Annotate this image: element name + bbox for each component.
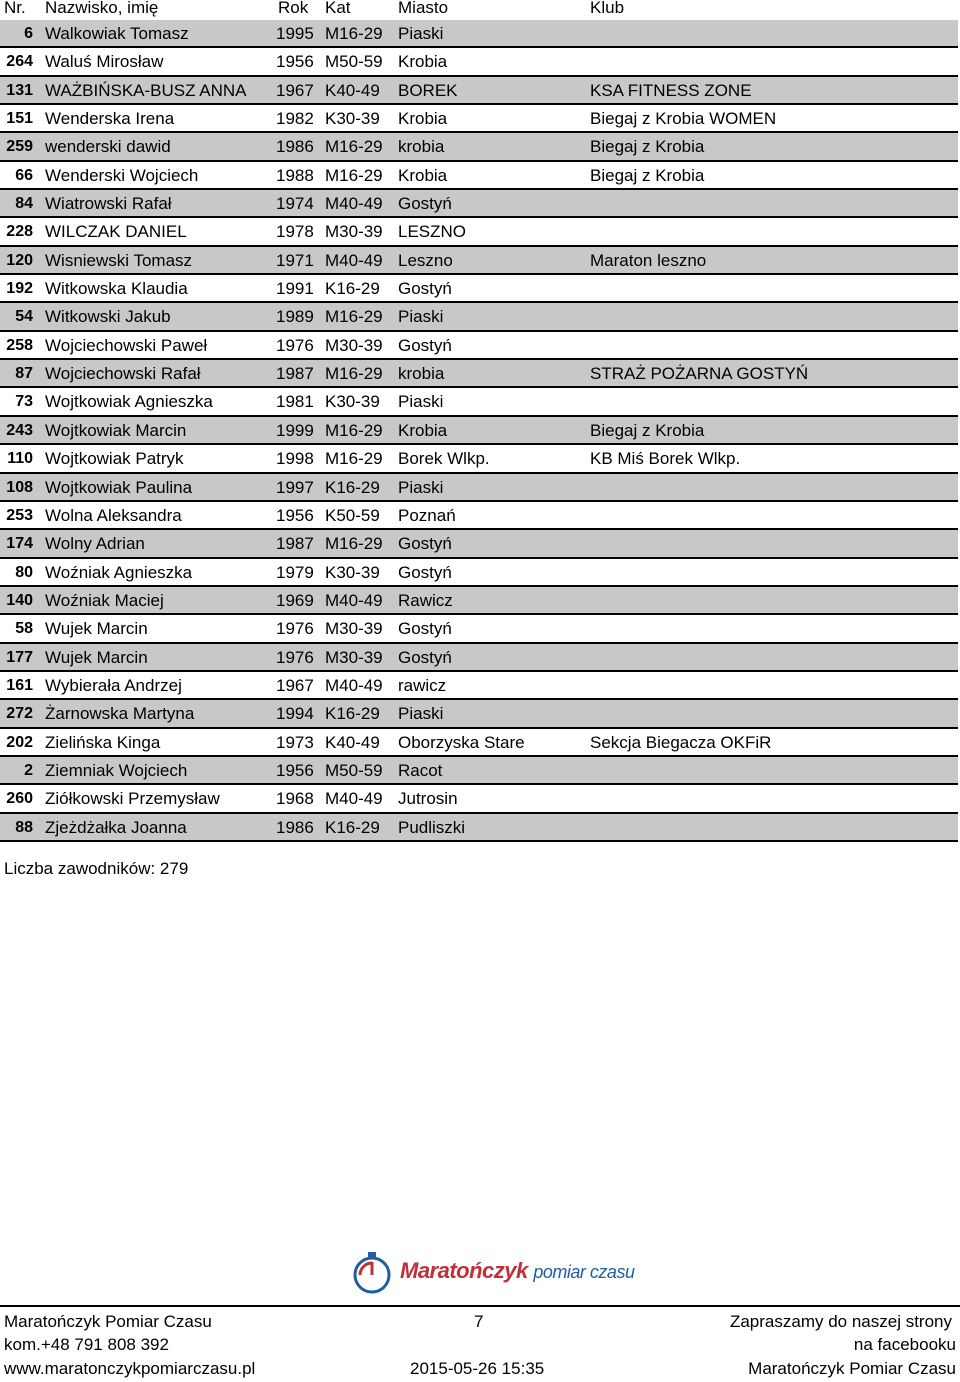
cell-rok: 1976 xyxy=(276,619,314,639)
cell-nr: 161 xyxy=(6,676,33,694)
cell-nr: 192 xyxy=(6,280,33,298)
cell-miasto: Piaski xyxy=(398,392,444,412)
cell-rok: 1982 xyxy=(276,109,314,129)
table-row xyxy=(0,785,958,813)
cell-kat: M30-39 xyxy=(325,647,383,667)
cell-rok: 1967 xyxy=(276,80,314,100)
cell-nr: 140 xyxy=(6,591,33,609)
cell-klub: Biegaj z Krobia xyxy=(590,420,705,440)
cell-name: Wojtkowiak Patryk xyxy=(45,449,184,469)
cell-kat: M16-29 xyxy=(325,137,383,157)
cell-rok: 1989 xyxy=(276,307,314,327)
cell-klub: KSA FITNESS ZONE xyxy=(590,80,752,100)
cell-nr: 108 xyxy=(6,478,33,496)
table-row xyxy=(0,445,958,473)
cell-name: Waluś Mirosław xyxy=(45,52,164,72)
cell-name: Wojtkowiak Paulina xyxy=(45,477,193,497)
cell-kat: K16-29 xyxy=(325,477,380,497)
table-row xyxy=(0,162,958,190)
cell-nr: 272 xyxy=(6,705,33,723)
cell-rok: 1956 xyxy=(276,52,314,72)
cell-rok: 1991 xyxy=(276,279,314,299)
cell-nr: 110 xyxy=(7,450,33,468)
cell-miasto: Gostyń xyxy=(398,279,452,299)
header-klub: Klub xyxy=(590,0,625,17)
cell-miasto: Krobia xyxy=(398,52,448,72)
cell-nr: 174 xyxy=(6,535,33,553)
cell-nr: 80 xyxy=(15,563,33,581)
cell-rok: 1969 xyxy=(276,590,314,610)
cell-nr: 6 xyxy=(24,25,33,42)
cell-name: Ziółkowski Przemysław xyxy=(45,789,220,809)
footer-phone: kom.+48 791 808 392 xyxy=(4,1335,169,1354)
cell-kat: K40-49 xyxy=(325,80,380,100)
cell-miasto: Piaski xyxy=(398,704,444,724)
cell-miasto: Piaski xyxy=(398,307,444,327)
cell-miasto: Krobia xyxy=(398,165,448,185)
cell-miasto: Gostyń xyxy=(398,534,452,554)
cell-nr: 73 xyxy=(15,393,33,411)
cell-miasto: Gostyń xyxy=(398,619,452,639)
cell-name: Wolna Aleksandra xyxy=(45,505,182,525)
footer-divider xyxy=(0,1305,960,1307)
cell-rok: 1956 xyxy=(276,760,314,780)
cell-kat: M40-49 xyxy=(325,789,383,809)
cell-name: Wisniewski Tomasz xyxy=(45,250,193,270)
cell-kat: K30-39 xyxy=(325,392,380,412)
cell-name: Wybierała Andrzej xyxy=(45,675,182,695)
table-row xyxy=(0,303,958,331)
cell-name: Witkowska Klaudia xyxy=(45,279,188,299)
cell-name: Woźniak Agnieszka xyxy=(45,562,193,582)
cell-nr: 66 xyxy=(15,166,33,184)
cell-rok: 1967 xyxy=(276,675,314,695)
cell-nr: 151 xyxy=(6,110,33,128)
cell-nr: 84 xyxy=(15,195,33,213)
cell-rok: 1988 xyxy=(276,165,314,185)
cell-miasto: krobia xyxy=(398,137,445,157)
table-row xyxy=(0,587,958,615)
table-row xyxy=(0,417,958,445)
cell-klub: Sekcja Biegacza OKFiR xyxy=(590,732,772,752)
cell-name: Wenderski Wojciech xyxy=(45,165,199,185)
cell-kat: M50-59 xyxy=(325,52,383,72)
cell-kat: K40-49 xyxy=(325,732,380,752)
table-row xyxy=(0,218,958,246)
cell-miasto: krobia xyxy=(398,364,445,384)
cell-kat: K50-59 xyxy=(325,505,380,525)
cell-miasto: BOREK xyxy=(398,80,458,100)
cell-rok: 1956 xyxy=(276,505,314,525)
cell-miasto: Poznań xyxy=(398,505,456,525)
header-miasto: Miasto xyxy=(398,0,449,17)
table-row xyxy=(0,502,958,530)
logo xyxy=(350,1250,635,1296)
cell-name: Walkowiak Tomasz xyxy=(45,24,189,43)
footer-company-right: Maratończyk Pomiar Czasu xyxy=(748,1359,956,1378)
cell-nr: 260 xyxy=(6,790,33,808)
header-name: Nazwisko, imię xyxy=(45,0,159,17)
cell-rok: 1971 xyxy=(276,250,314,270)
header-nr: Nr. xyxy=(4,0,26,17)
table-row xyxy=(0,559,958,587)
cell-rok: 1986 xyxy=(276,817,314,837)
table-row xyxy=(0,20,958,48)
cell-rok: 1976 xyxy=(276,335,314,355)
table-row xyxy=(0,275,958,303)
cell-name: Ziemniak Wojciech xyxy=(45,760,188,780)
cell-miasto: Gostyń xyxy=(398,194,452,214)
cell-rok: 1968 xyxy=(276,789,314,809)
logo-brand: Maratończyk xyxy=(400,1258,528,1283)
cell-kat: M16-29 xyxy=(325,420,383,440)
table-row xyxy=(0,77,958,105)
table-row xyxy=(0,644,958,672)
cell-miasto: Racot xyxy=(398,760,443,780)
cell-kat: M16-29 xyxy=(325,364,383,384)
footer-company: Maratończyk Pomiar Czasu xyxy=(4,1312,212,1331)
cell-rok: 1986 xyxy=(276,137,314,157)
table-row xyxy=(0,190,958,218)
cell-name: Woźniak Maciej xyxy=(45,590,164,610)
cell-rok: 1974 xyxy=(276,194,314,214)
cell-name: Wojciechowski Rafał xyxy=(45,364,201,384)
cell-nr: 228 xyxy=(6,223,33,241)
cell-nr: 264 xyxy=(6,53,33,71)
cell-kat: M16-29 xyxy=(325,24,383,43)
cell-kat: K16-29 xyxy=(325,817,380,837)
table-row xyxy=(0,247,958,275)
cell-name: WILCZAK DANIEL xyxy=(45,222,187,242)
cell-nr: 87 xyxy=(15,365,33,383)
cell-rok: 1981 xyxy=(276,392,314,412)
cell-kat: M50-59 xyxy=(325,760,383,780)
cell-rok: 1978 xyxy=(276,222,314,242)
cell-name: Wojciechowski Paweł xyxy=(45,335,208,355)
cell-nr: 2 xyxy=(24,761,33,779)
cell-kat: K30-39 xyxy=(325,109,380,129)
table-row xyxy=(0,729,958,757)
table-row xyxy=(0,615,958,643)
cell-kat: K30-39 xyxy=(325,562,380,582)
cell-miasto: Piaski xyxy=(398,24,444,43)
cell-miasto: rawicz xyxy=(398,675,447,695)
table-row xyxy=(0,530,958,558)
cell-kat: M16-29 xyxy=(325,307,383,327)
cell-rok: 1999 xyxy=(276,420,314,440)
cell-miasto: Borek Wlkp. xyxy=(398,449,490,469)
cell-miasto: Leszno xyxy=(398,250,453,270)
cell-name: Wolny Adrian xyxy=(45,534,145,554)
cell-miasto: Krobia xyxy=(398,420,448,440)
cell-nr: 177 xyxy=(6,648,33,666)
cell-nr: 88 xyxy=(15,818,33,836)
cell-miasto: Pudliszki xyxy=(398,817,466,837)
cell-kat: M40-49 xyxy=(325,675,383,695)
cell-nr: 202 xyxy=(6,733,33,751)
cell-kat: K16-29 xyxy=(325,279,380,299)
cell-kat: M40-49 xyxy=(325,590,383,610)
cell-name: Wiatrowski Rafał xyxy=(45,194,172,214)
cell-nr: 54 xyxy=(15,308,33,326)
logo-text xyxy=(400,1258,634,1284)
cell-name: Wujek Marcin xyxy=(45,619,148,639)
cell-kat: M30-39 xyxy=(325,335,383,355)
cell-rok: 1987 xyxy=(276,534,314,554)
cell-name: Wenderska Irena xyxy=(45,109,175,129)
cell-miasto: Rawicz xyxy=(398,590,453,610)
cell-kat: M30-39 xyxy=(325,222,383,242)
cell-name: Żarnowska Martyna xyxy=(45,704,195,724)
cell-nr: 243 xyxy=(6,421,33,439)
cell-kat: M16-29 xyxy=(325,534,383,554)
cell-kat: M30-39 xyxy=(325,619,383,639)
cell-name: Witkowski Jakub xyxy=(45,307,171,327)
cell-name: Wojtkowiak Agnieszka xyxy=(45,392,213,412)
cell-miasto: Jutrosin xyxy=(398,789,458,809)
cell-kat: K16-29 xyxy=(325,704,380,724)
cell-name: Wujek Marcin xyxy=(45,647,148,667)
table-row xyxy=(0,332,958,360)
cell-klub: Biegaj z Krobia WOMEN xyxy=(590,109,777,129)
cell-rok: 1979 xyxy=(276,562,314,582)
cell-rok: 1973 xyxy=(276,732,314,752)
cell-miasto: Oborzyska Stare xyxy=(398,732,525,752)
cell-rok: 1987 xyxy=(276,364,314,384)
cell-miasto: Gostyń xyxy=(398,335,452,355)
cell-name: Wojtkowiak Marcin xyxy=(45,420,187,440)
header-kat: Kat xyxy=(325,0,351,17)
cell-klub: Biegaj z Krobia xyxy=(590,165,705,185)
cell-name: WAŻBIŃSKA-BUSZ ANNA xyxy=(45,80,247,100)
cell-name: Zjeżdżałka Joanna xyxy=(45,817,187,837)
cell-miasto: LESZNO xyxy=(398,222,467,242)
cell-klub: STRAŻ POŻARNA GOSTYŃ xyxy=(590,364,809,384)
table-row xyxy=(0,672,958,700)
participant-count: Liczba zawodników: 279 xyxy=(4,859,189,878)
cell-miasto: Gostyń xyxy=(398,647,452,667)
table-row xyxy=(0,388,958,416)
footer-website: www.maratonczykpomiarczasu.pl xyxy=(4,1359,256,1378)
cell-klub: KB Miś Borek Wlkp. xyxy=(590,449,741,469)
results-table xyxy=(0,20,958,842)
cell-kat: M40-49 xyxy=(325,250,383,270)
cell-nr: 58 xyxy=(15,620,33,638)
header-rok: Rok xyxy=(278,0,309,17)
cell-klub: Maraton leszno xyxy=(590,250,707,270)
cell-kat: M16-29 xyxy=(325,165,383,185)
footer-invite: Zapraszamy do naszej strony xyxy=(729,1312,952,1331)
cell-miasto: Krobia xyxy=(398,109,448,129)
cell-name: Zielińska Kinga xyxy=(45,732,161,752)
footer-page-number: 7 xyxy=(474,1312,484,1331)
table-row xyxy=(0,360,958,388)
logo-sub: pomiar czasu xyxy=(533,1262,635,1282)
footer-facebook: na facebooku xyxy=(853,1335,956,1354)
cell-rok: 1995 xyxy=(276,24,314,43)
cell-rok: 1994 xyxy=(276,704,314,724)
table-row xyxy=(0,700,958,728)
cell-nr: 258 xyxy=(6,336,33,354)
cell-miasto: Gostyń xyxy=(398,562,452,582)
table-row xyxy=(0,474,958,502)
footer-datetime: 2015-05-26 15:35 xyxy=(410,1359,545,1378)
cell-rok: 1976 xyxy=(276,647,314,667)
table-row xyxy=(0,105,958,133)
cell-klub: Biegaj z Krobia xyxy=(590,137,705,157)
cell-nr: 120 xyxy=(6,251,33,269)
cell-rok: 1998 xyxy=(276,449,314,469)
cell-kat: M40-49 xyxy=(325,194,383,214)
table-row xyxy=(0,48,958,76)
cell-nr: 131 xyxy=(6,81,33,99)
cell-nr: 259 xyxy=(6,138,33,156)
cell-kat: M16-29 xyxy=(325,449,383,469)
table-row xyxy=(0,133,958,161)
cell-miasto: Piaski xyxy=(398,477,444,497)
cell-name: wenderski dawid xyxy=(45,137,171,157)
table-row xyxy=(0,814,958,842)
table-header xyxy=(0,0,960,20)
cell-rok: 1997 xyxy=(276,477,314,497)
cell-nr: 253 xyxy=(6,506,33,524)
table-row xyxy=(0,757,958,785)
stopwatch-icon xyxy=(350,1250,396,1296)
